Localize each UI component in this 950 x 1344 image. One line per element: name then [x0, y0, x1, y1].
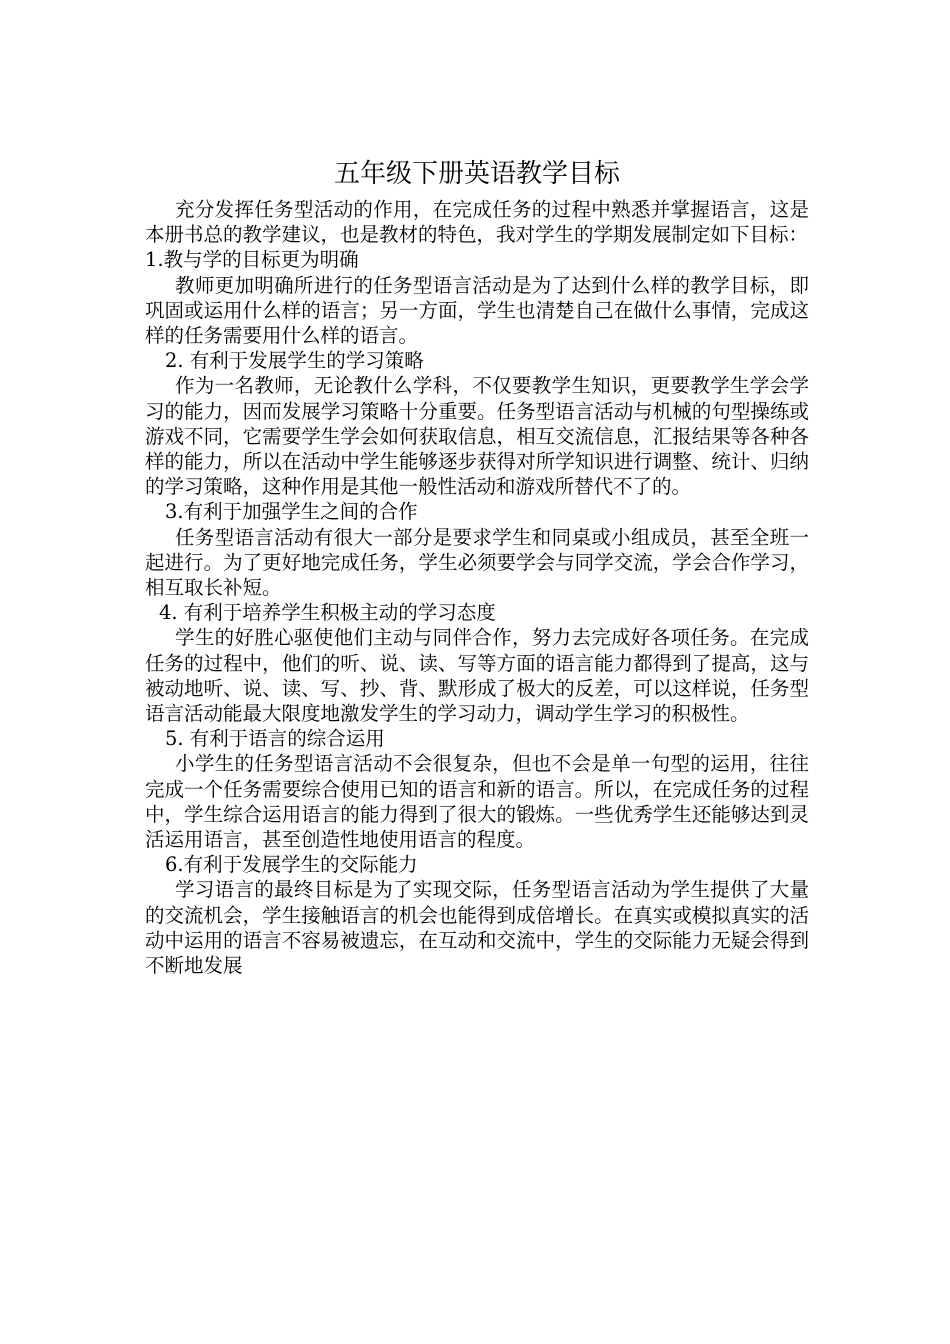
section-heading-6: 6.有利于发展学生的交际能力: [165, 853, 418, 877]
document-page: [145, 155, 809, 978]
section-body-2: 作为一名教师，无论教什么学科，不仅要教学生知识，更要教学生学会学习的能力，因而发展学习策略十分重要。任务型语言活动与机械的句型操练或游戏不同，它需要学生学会如何获取信息，相互交流信息，汇报结果等各种各样的能力，所以在活动中学生能够逐步获得对所学知识进行调整、统计、归纳的学习策略，这种作用是其他一般性活动和游戏所替代不了的。: [145, 374, 809, 499]
section-body-3: 任务型语言活动有很大一部分是要求学生和同桌或小组成员，甚至全班一起进行。为了更好地完成任务，学生必须要学会与同学交流，学会合作学习，相互取长补短。: [145, 525, 809, 600]
section-body-6: 学习语言的最终目标是为了实现交际，任务型语言活动为学生提供了大量的交流机会，学生接触语言的机会也能得到成倍增长。在真实或模拟真实的活动中运用的语言不容易被遗忘，在互动和交流中，学生的交际能力无疑会得到不断地发展: [145, 878, 809, 978]
document-title: 五年级下册英语教学目标: [333, 159, 620, 189]
section-heading-1: 1.教与学的目标更为明确: [145, 248, 359, 272]
section-heading-4: 4. 有利于培养学生积极主动的学习态度: [159, 601, 496, 625]
section-body-5: 小学生的任务型语言活动不会很复杂，但也不会是单一句型的运用，往往完成一个任务需要综合使用已知的语言和新的语言。所以，在完成任务的过程中，学生综合运用语言的能力得到了很大的锻炼。一些优秀学生还能够达到灵活运用语言，甚至创造性地使用语言的程度。: [145, 752, 809, 852]
section-heading-3: 3.有利于加强学生之间的合作: [165, 500, 418, 524]
intro-paragraph: 充分发挥任务型活动的作用，在完成任务的过程中熟悉并掌握语言，这是本册书总的教学建议，也是教材的特色，我对学生的学期发展制定如下目标：: [145, 198, 809, 247]
section-heading-2: 2. 有利于发展学生的学习策略: [165, 349, 424, 373]
section-body-1: 教师更加明确所进行的任务型语言活动是为了达到什么样的教学目标，即巩固或运用什么样的语言；另一方面，学生也清楚自己在做什么事情，完成这样的任务需要用什么样的语言。: [145, 273, 809, 348]
section-heading-5: 5. 有利于语言的综合运用: [165, 727, 385, 751]
section-body-4: 学生的好胜心驱使他们主动与同伴合作，努力去完成好各项任务。在完成任务的过程中，他们的听、说、读、写等方面的语言能力都得到了提高，这与被动地听、说、读、写、抄、背、默形成了极大的反差，可以这样说，任务型语言活动能最大限度地激发学生的学习动力，调动学生学习的积极性。: [145, 626, 809, 726]
